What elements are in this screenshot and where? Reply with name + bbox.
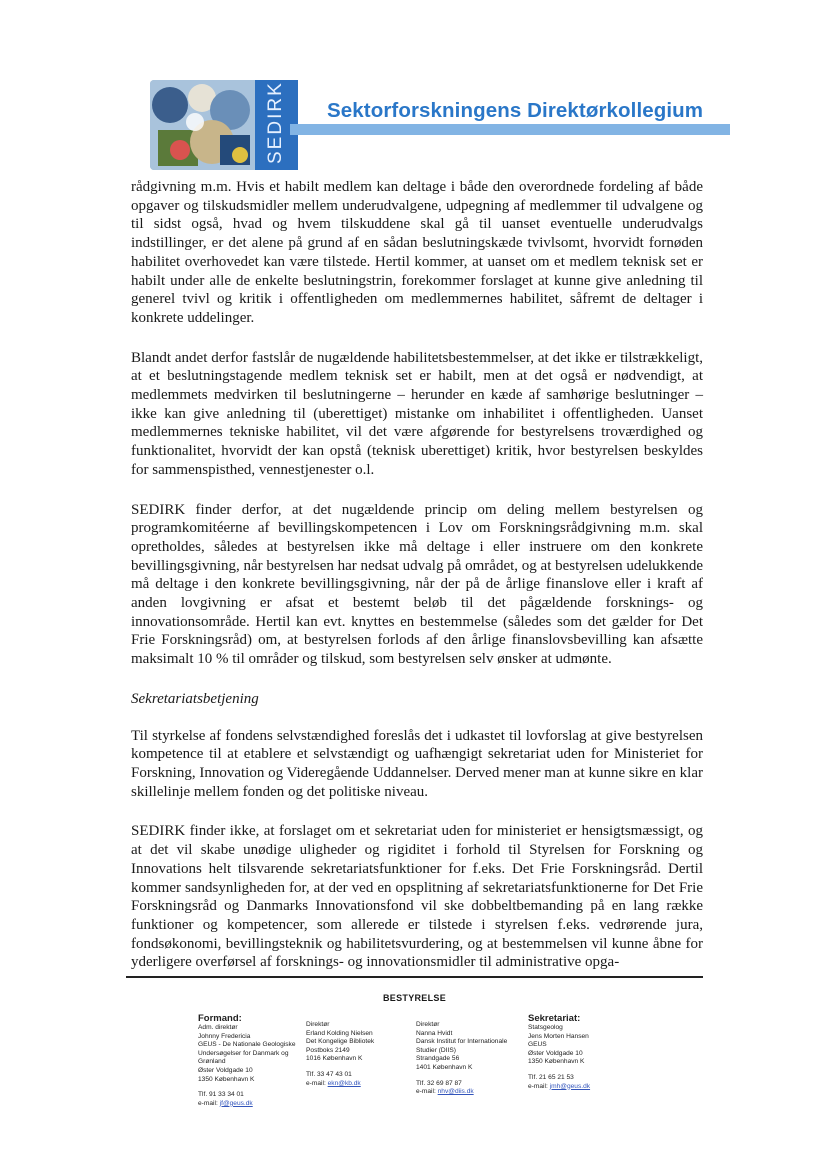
letter-body (131, 178, 703, 993)
member-line: 1016 København K (306, 1055, 363, 1063)
sekretariat-line: 1350 København K (528, 1058, 585, 1066)
logo-photo-collage (150, 80, 255, 170)
footer-member-1 (306, 1021, 406, 1088)
member-email-link[interactable]: nhv@diis.dk (437, 1088, 474, 1096)
member-line: Det Kongelige Bibliotek (306, 1038, 375, 1046)
paragraph: Til styrkelse af fondens selvstændighed foreslås det i udkastet til lovforslag at give bestyrelsen kompetence til at etablere et selvstændigt og uafhængigt sekretariat uden for Ministeriet for Forskning, Innovation og Videregående Uddannelser. Derved mener man at kunne sikre en klar skillelinje mellem fonden og det politiske niveau. (131, 727, 703, 800)
header-bar (290, 124, 730, 135)
formand-phone: Tlf. 91 33 34 01 (198, 1091, 244, 1099)
header-title: Sektorforskningens Direktørkollegium (327, 99, 704, 122)
email-label: e-mail: (528, 1082, 548, 1090)
logo-text: SEDIRK (265, 81, 286, 164)
member-email-link[interactable]: ekn@kb.dk (327, 1079, 361, 1087)
member-phone: Tlf. 32 69 87 87 (416, 1079, 462, 1087)
member-email-row (306, 1080, 406, 1089)
footer-sekretariat (528, 1013, 628, 1091)
sekretariat-line: Øster Voldgade 10 (528, 1049, 583, 1057)
member-line: Postboks 2149 (306, 1046, 350, 1054)
member-line: Erland Kolding Nielsen (306, 1029, 373, 1037)
footer-formand (198, 1013, 308, 1108)
sedirk-logo (150, 80, 298, 170)
member-line: Nanna Hvidt (416, 1029, 453, 1037)
paragraph: Blandt andet derfor fastslår de nugældende habilitetsbestemmelser, at det ikke er tilstrækkeligt, at et beslutningstagende medlem teknisk set er habilt, men at det også er nødvendigt, at medlemmets medvirken til beslutningerne – herunder en kæde af samhørige beslutninger – ikke kan give anledning til (uberettiget) mistanke om inhabilitet i offentligheden. Uanset medlemmernes tekniske habilitet, vil det være afgørende for bestyrelsens troværdighed og funktionalitet, hvorvidt der kan opstå (teknisk uberettiget) kritik, hvor bestyrelsen beskyldes for sammenspisthed, vennestjenester o.l. (131, 349, 703, 478)
email-label: e-mail: (198, 1099, 218, 1107)
sekretariat-line: Jens Morten Hansen (528, 1032, 589, 1040)
member-line: Dansk Institut for Internationale (416, 1038, 508, 1046)
formand-heading: Formand: (198, 1013, 242, 1024)
formand-email-link[interactable]: jf@geus.dk (219, 1099, 253, 1107)
formand-line: GEUS - De Nationale Geologiske (198, 1041, 296, 1049)
member-phone: Tlf. 33 47 43 01 (306, 1070, 352, 1078)
sekretariat-email-row (528, 1083, 628, 1092)
member-line: 1401 København K (416, 1063, 473, 1071)
sekretariat-line: GEUS (528, 1041, 547, 1049)
footer-divider (126, 976, 703, 978)
paragraph: SEDIRK finder ikke, at forslaget om et sekretariat uden for ministeriet er hensigtsmæssigt, og at det vil skabe unødige uligheder og rigiditet i forhold til Styrelsen for Forskning og Innovations helt tilsvarende sekretariatsfunktioner for f.eks. Det Frie Forskningsråd. Dertil kommer sandsynligheden for, at der ved en opsplitning af sekretariatsfunktionerne for Det Frie Forskningsråd og Danmarks Innovationsfond vil ske dobbeltbemanding på en lang række funktioner og kompetencer, som allerede er tilstede i styrelsen f.eks. vedrørende jura, fondsøkonomi, bevillingsteknik og habilitetsvurdering, og at bestemmelsen vil kunne åbne for yderligere overførsel af forsknings- og innovationsmidler til administrative opga- (131, 823, 703, 971)
formand-line: Undersøgelser for Danmark og (198, 1049, 289, 1057)
email-label: e-mail: (416, 1088, 436, 1096)
formand-email-row (198, 1100, 308, 1109)
email-label: e-mail: (306, 1079, 326, 1087)
section-subheading: Sekretariatsbetjening (131, 690, 259, 707)
footer-member-2 (416, 1021, 526, 1097)
formand-line: Grønland (198, 1058, 226, 1066)
board-title: BESTYRELSE (383, 993, 447, 1003)
member-line: Strandgade 56 (416, 1055, 460, 1063)
paragraph: rådgivning m.m. Hvis et habilt medlem kan deltage i både den overordnede fordeling af både opgaver og tilskudsmidler mellem underudvalgene, udpegning af medlemmer til udvalgene og til sidst også, hvad og hvem tilskuddene skal gå til uanset eventuelle underudvalgs indstillinger, er det alene på grund af en sådan beslutningskæde tvivlsomt, hvorvidt fornøden habilitet overhovedet kan være tilstede. Hertil kommer, at uanset om et medlem teknisk set er habilt under alle de enkelte beslutningstrin, forekommer forslaget at kunne give anledning til generel tvivl og kritik i offentligheden om medlemmernes habilitet, såfremt de deltager i konkrete uddelinger. (131, 179, 703, 326)
formand-line: 1350 København K (198, 1075, 255, 1083)
member-line: Studier (DIIS) (416, 1046, 456, 1054)
sekretariat-email-link[interactable]: jmh@geus.dk (549, 1082, 591, 1090)
member-email-row (416, 1088, 526, 1097)
sekretariat-phone: Tlf. 21 65 21 53 (528, 1073, 574, 1081)
formand-line: Øster Voldgade 10 (198, 1066, 253, 1074)
formand-line: Adm. direktør (198, 1024, 238, 1031)
sekretariat-line: Statsgeolog (528, 1024, 563, 1031)
sekretariat-heading: Sekretariat: (528, 1013, 581, 1024)
photo-collage-image (150, 80, 255, 170)
member-line: Direktør (306, 1021, 330, 1028)
paragraph: SEDIRK finder derfor, at det nugældende princip om deling mellem bestyrelsen og programkomitéerne af bevillingskompetencen i Lov om Forskningsrådgivning m.m. skal opretholdes, således at bestyrelsen ikke må deltage i eller instruere om den konkrete bevillingsgivning, når bestyrelsen har nedsat udvalg på området, og at bestyrelsen udelukkende må deltage i den konkrete bevillingsgivning, når der på de årlige finanslove eller i kraft af anden lovgivning er afsat et bestemt beløb til det pågældende forsknings- og innovationsområde. Hertil kan evt. knyttes en bestemmelse (således som det gælder for Det Frie Forskningsråd) om, at bestyrelsen forlods af den årlige finanslovsbevilling kan afsætte maksimalt 10 % til områder og tilskud, som bestyrelsen selv ønsker at udmønte. (131, 501, 703, 668)
member-line: Direktør (416, 1021, 440, 1028)
formand-line: Johnny Fredericia (198, 1032, 251, 1040)
